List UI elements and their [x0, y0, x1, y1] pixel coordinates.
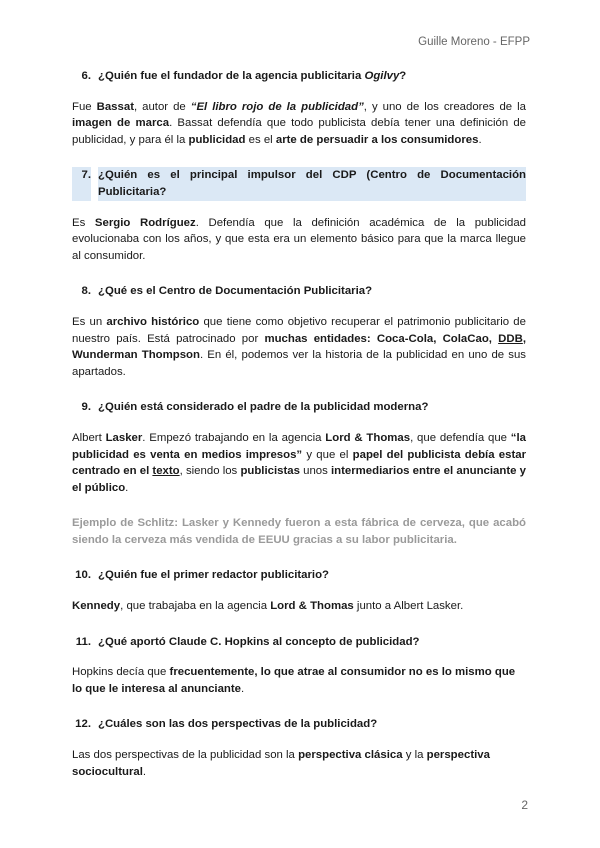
question-number: 6.	[81, 70, 91, 82]
answer-10: Kennedy, que trabajaba en la agencia Lord & Thomas junto a Albert Lasker.	[72, 600, 464, 613]
question-text: ¿Quién es el principal impulsor del CDP (Centro de Documentación Publicitaria?	[98, 167, 526, 200]
question-text: ¿Quién fue el fundador de la agencia publicitaria Ogilvy?	[98, 70, 407, 82]
answer-11: Hopkins decía que frecuentemente, lo que atrae al consumidor no es lo mismo que lo que le interesa al anunciante.	[72, 666, 516, 695]
question-7	[72, 167, 526, 200]
question-text: ¿Quién fue el primer redactor publicitario?	[98, 569, 330, 582]
example-note: Ejemplo de Schlitz: Lasker y Kennedy fueron a esta fábrica de cerveza, que acabó siendo la cerveza más vendida de EEUU gracias a su labor publicitaria.	[72, 517, 526, 546]
answer-12: Las dos perspectivas de la publicidad son la perspectiva clásica y la perspectiva sociocultural.	[72, 749, 490, 778]
page-number: 2	[521, 798, 528, 812]
question-text: ¿Cuáles son las dos perspectivas de la publicidad?	[98, 718, 378, 731]
question-number: 12.	[75, 718, 91, 731]
question-text: ¿Qué es el Centro de Documentación Publicitaria?	[98, 285, 373, 298]
question-8	[72, 283, 526, 300]
question-12	[72, 716, 526, 733]
answer-8: Es un archivo histórico que tiene como objetivo recuperar el patrimonio publicitario de nuestro país. Está patrocinado por muchas entidades: Coca-Cola, ColaCao, DDB, Wunderman Thompson. En él, podemos ver la historia de la publicidad en uno de sus apartados.	[72, 315, 526, 378]
question-text: ¿Quién está considerado el padre de la publicidad moderna?	[98, 401, 429, 414]
header-author: Guille Moreno - EFPP	[418, 36, 530, 48]
answer-6: Fue Bassat, autor de “El libro rojo de la publicidad”, y uno de los creadores de la imagen de marca. Bassat defendía que todo publicista debía tener una definición de publicidad, y para él la publicidad es el arte de persuadir a los consumidores.	[72, 100, 527, 146]
answer-9: Albert Lasker. Empezó trabajando en la agencia Lord & Thomas, que defendía que “la publicidad es venta en medios impresos” y que el papel del publicista debía estar centrado en el texto, siendo los publicistas unos intermediarios entre el anunciante y el público.	[72, 431, 527, 494]
question-number: 11.	[75, 635, 91, 648]
question-number: 8.	[81, 285, 91, 298]
question-11	[72, 634, 526, 651]
question-10	[72, 567, 526, 584]
question-6	[72, 68, 526, 85]
page-content	[72, 68, 526, 799]
answer-7: Es Sergio Rodríguez. Defendía que la definición académica de la publicidad evolucionaba con los años, y que esta era un elemento básico para que la marca llegue al consumidor.	[72, 216, 526, 262]
question-number: 10.	[75, 569, 91, 582]
question-9	[72, 399, 526, 416]
question-number: 7.	[72, 167, 91, 200]
question-text: ¿Qué aportó Claude C. Hopkins al concepto de publicidad?	[98, 635, 420, 648]
question-number: 9.	[81, 401, 91, 414]
